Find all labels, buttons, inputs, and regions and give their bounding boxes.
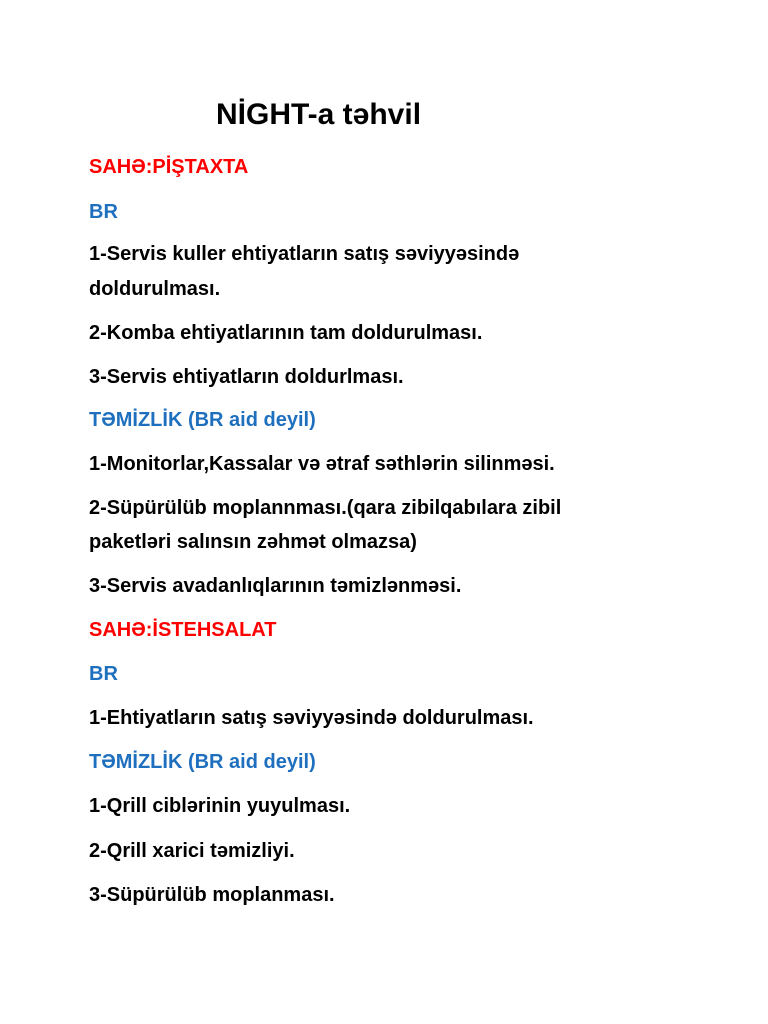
list-item: 1-Ehtiyatların satış səviyyəsində doldurulması. [89,707,534,729]
list-item: 1-Qrill ciblərinin yuyulması. [89,795,351,817]
list-item: paketləri salınsın zəhmət olmazsa) [89,531,417,553]
section-heading-istehsalat: SAHƏ:İSTEHSALAT [89,619,277,641]
br-label: BR [89,201,118,223]
list-item: 2-Komba ehtiyatlarının tam doldurulması. [89,322,483,344]
section-heading-pistaxta: SAHƏ:PİŞTAXTA [89,156,249,178]
list-item: 1-Monitorlar,Kassalar və ətraf səthlərin silinməsi. [89,453,555,475]
document-title: NİGHT-a təhvil [216,98,422,131]
br-label: BR [89,663,118,685]
cleaning-label: TƏMİZLİK (BR aid deyil) [89,409,316,431]
list-item: 2-Süpürülüb moplannması.(qara zibilqabılara zibil [89,497,562,519]
list-item: 3-Servis ehtiyatların doldurlması. [89,366,404,388]
list-item: 2-Qrill xarici təmizliyi. [89,840,295,862]
list-item: doldurulması. [89,278,221,300]
list-item: 3-Süpürülüb moplanması. [89,884,335,906]
cleaning-label: TƏMİZLİK (BR aid deyil) [89,751,316,773]
list-item: 3-Servis avadanlıqlarının təmizlənməsi. [89,575,462,597]
list-item: 1-Servis kuller ehtiyatların satış səviyyəsində [89,243,520,265]
